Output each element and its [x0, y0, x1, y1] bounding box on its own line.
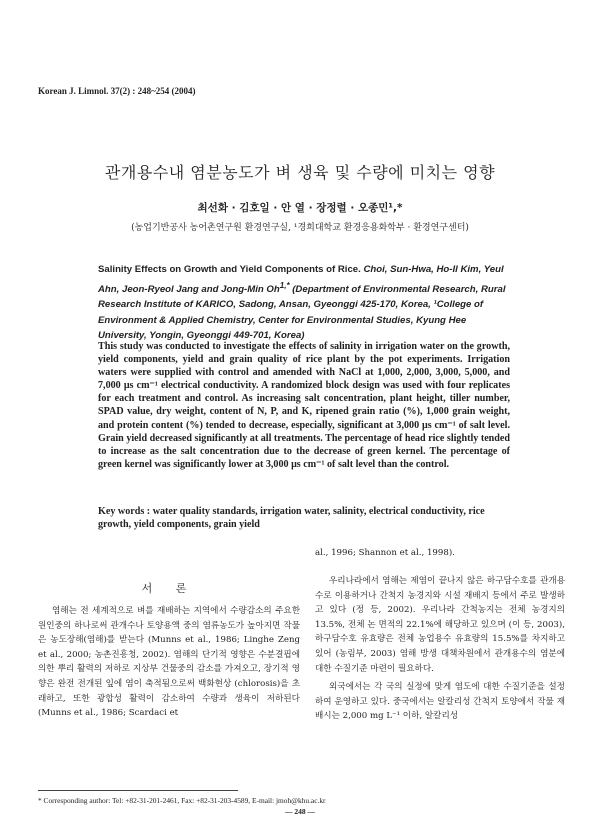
abstract: This study was conducted to investigate the effects of salinity in irrigation water on the growth, yield components, yield and grain quality of rice plant by the pot experiments. Irrigation waters were supplied with control and amended with NaCl at 1,000, 2,000, 3,000, 5,000, and 7,000 μs cm⁻¹ electrical conductivity. A randomized block design was used with four replicates for each treatment and control. As increasing salt concentration, plant height, tiller number, SPAD value, dry weight, content of N, P, and K, ripened grain ratio (%), 1,000 grain weight, and protein content (%) tended to decrease, especially, significant at 3,000 μs cm⁻¹ of salt level. Grain yield decreased significantly at all treatments. The percentage of head rice slightly tended to increase as the salt concentration due to the decrease of green kernel. The percentage of green kernel was significantly lower at 3,000 μs cm⁻¹ of salt level than the control. [98, 341, 510, 470]
footnote-rule [38, 790, 238, 791]
section-title-introduction: 서 론 [141, 582, 197, 595]
english-affiliation: (Department of Environmental Research, Rural Research Institute of KARICO, Sadong, Ansan, Gyeonggi 425-170, Korea, ¹College of Environment & Applied Chemistry, Center for Environmental Studies, Kyung Hee University, Yongin, Gyeonggi 449-701, Korea) [98, 283, 506, 342]
right-column [315, 574, 565, 724]
journal-reference: Korean J. Limnol. 37(2) : 248~254 (2004) [38, 86, 196, 96]
keywords-text: water quality standards, irrigation water, salinity, electrical conductivity, rice growth, yield components, grain yield [98, 506, 485, 531]
keywords-label: Key words : [98, 506, 151, 517]
right-column-continuation-text: al., 1996; Shannon et al., 1998). [315, 548, 455, 558]
english-title: Salinity Effects on Growth and Yield Components of Rice. [98, 264, 361, 275]
keywords [98, 505, 510, 531]
english-authors: Choi, Sun-Hwa, Ho-Il Kim, Yeul Ahn, Jeon-Ryeol Jang and Jong-Min Oh [98, 264, 504, 295]
affiliation-korean: (농업기반공사 농어촌연구원 환경연구실, ¹경희대학교 환경응용화학부 · 환경연구센터) [131, 223, 469, 233]
english-header [98, 262, 508, 344]
paper-title-korean: 관개용수내 염분농도가 벼 생육 및 수량에 미치는 영향 [104, 163, 496, 182]
footnote-corresponding-author: * Corresponding author: Tel: +82-31-201-2461, Fax: +82-31-203-4589, E-mail: jmoh@khu.ac.kr [38, 796, 326, 805]
right-column-continuation [315, 546, 565, 561]
intro-paragraph-2: 우리나라에서 염해는 제염이 끝나지 않은 하구담수호를 관개용수로 이용하거나 간척지 농경지와 시설 재배지 등에서 주로 발생하고 있다 (정 등, 2002). 우리나라 간척농지는 전체 농경지의 13.5%, 전체 논 면적의 22.1%에 해당하고 있으며 (이 등, 2003), 하구담수호 유효량은 전체 농업용수 유효량의 15.5%를 차지하고 있어 (농림부, 2003) 염해 방생 대책차원에서 관개용수의 염분에 대한 수질기준 마련이 필요하다. [315, 576, 565, 674]
page-number: — 248 — [285, 807, 315, 816]
authors-korean: 최선화 · 김호일 · 안 열 · 장정렬 · 오종민¹,* [197, 202, 403, 214]
left-column [38, 580, 300, 721]
intro-paragraph-1: 염해는 전 세계적으로 벼를 재배하는 지역에서 수량감소의 주요한 원인중의 하나로써 관개수나 토양용액 중의 염류농도가 높아지면 작물은 농도장해(염해)를 받는다 (Munns et al., 1986; Linghe Zeng et al., 2000; 농촌진흥청, 2002). 염해의 단기적 영향은 수분결핍에 의한 뿌리 활력의 저하로 지상부 건물중의 감소를 가져오고, 장기적 영향은 완전 전개된 잎에 염이 축적됨으로써 백화현상 (chlorosis)을 초래하고, 또한 광합성 활력이 감소하여 수량과 생육이 저하된다 (Munns et al., 1986; Scardaci et [38, 606, 300, 719]
author-mark: 1,* [279, 280, 290, 290]
intro-paragraph-3: 외국에서는 각 국의 실정에 맞게 염도에 대한 수질기준을 설정하여 운영하고 있다. 중국에서는 알칼리성 간척지 토양에서 작물 재배시는 2,000 mg L⁻¹ 이하, 알칼리성 [315, 682, 565, 722]
